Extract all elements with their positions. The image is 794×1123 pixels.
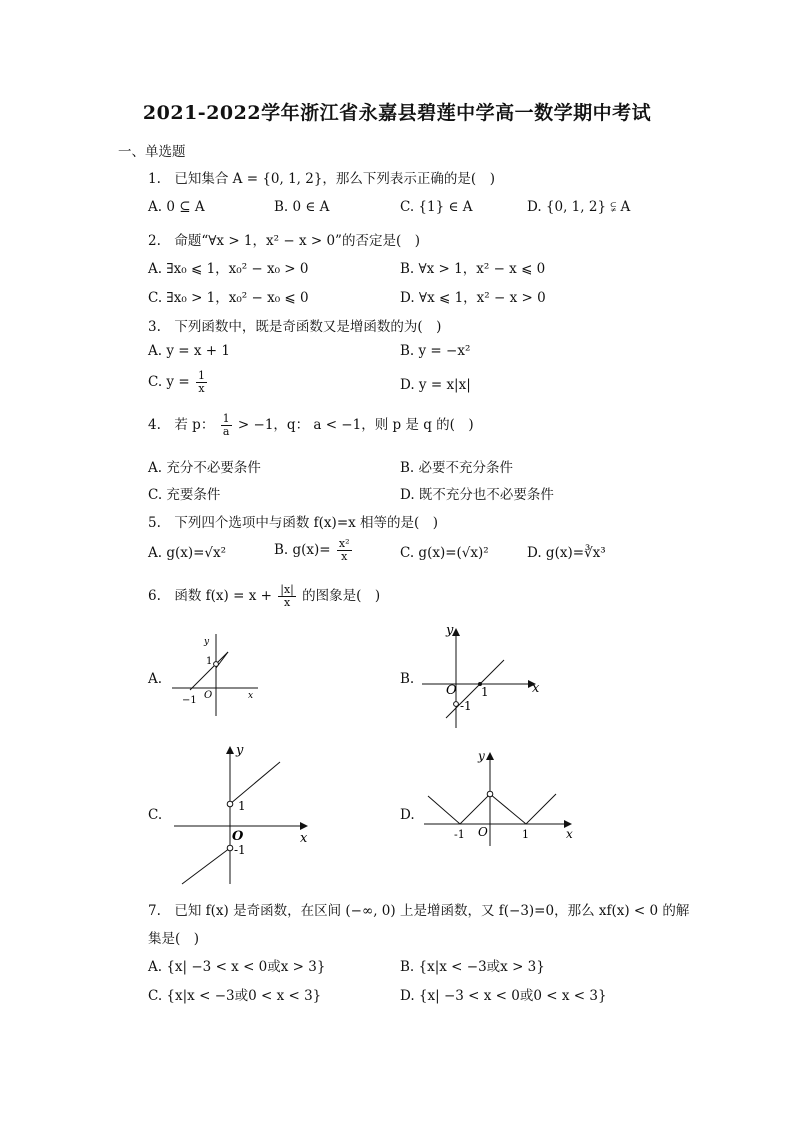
one-label: 1 [206,656,213,667]
q1-option-b: B. 0 ∈ A [274,199,330,215]
origin-label: O [232,829,244,844]
fraction-numerator: 1 [197,369,205,382]
x-arrow [300,822,308,830]
q2-option-a: A. ∃x₀ ⩽ 1，x₀² − x₀ > 0 [148,261,309,277]
q5-option-d: D. g(x)=∛x³ [527,545,606,561]
neg-one-label: -1 [234,843,246,857]
q6-stem-suffix: 的图象是( ) [302,588,381,604]
origin-label: O [204,690,213,701]
neg-one-label: -1 [454,828,465,841]
question-7-stem: 7. 已知 f(x) 是奇函数，在区间 (−∞, 0) 上是增函数，又 f(−3)=0，那么 xf(x) < 0 的解 [148,903,690,919]
y-label: y [236,743,244,758]
graph-line-left [182,848,230,884]
question-2-stem: 2. 命题“∀x > 1，x² − x > 0”的否定是( ) [148,233,420,249]
open-point [454,702,459,707]
graph-line [428,794,556,824]
q7-option-d: D. {x| −3 < x < 0或0 < x < 3} [400,988,607,1004]
q3-option-b: B. y = −x² [400,343,471,359]
open-point [214,662,219,667]
q4-option-b: B. 必要不充分条件 [400,460,514,476]
y-arrow [486,752,494,760]
fraction-denominator: x [341,550,348,563]
q6-fraction [278,584,296,609]
open-point [487,791,493,797]
neg-one-label: −1 [182,695,197,706]
origin-label: O [446,683,457,698]
q3-option-a: A. y = x + 1 [148,343,230,359]
q3-option-c-prefix: C. y = [148,374,190,390]
origin-label: O [478,825,488,839]
q5-option-b-fraction [337,538,352,563]
one-label: 1 [481,685,489,699]
question-6-stem [148,584,380,609]
q3-option-c-fraction [196,370,207,395]
question-4-stem [148,413,474,438]
section-heading: 一、单选题 [118,144,186,160]
q6-stem-prefix: 6. 函数 f(x) = x + [148,588,272,604]
q6-option-a-label: A. [148,671,163,687]
x-label: x [300,831,308,846]
q2-option-d: D. ∀x ⩽ 1，x² − x > 0 [400,290,546,306]
q7-option-b: B. {x|x < −3或x > 3} [400,959,545,975]
q5-option-b [274,538,354,563]
question-3-stem: 3. 下列函数中，既是奇函数又是增函数的为( ) [148,319,442,335]
q2-option-c: C. ∃x₀ > 1，x₀² − x₀ ⩽ 0 [148,290,309,306]
fraction-numerator: x² [338,537,350,550]
q5-option-c: C. g(x)=(√x)² [400,545,489,561]
fraction-denominator: x [283,596,291,609]
q4-fraction [221,413,232,438]
q4-stem-suffix: > −1，q： a < −1，则 p 是 q 的( ) [237,417,474,433]
q2-option-b: B. ∀x > 1，x² − x ⩽ 0 [400,261,546,277]
fraction-numerator: 1 [222,412,230,425]
page-title: 2021-2022学年浙江省永嘉县碧莲中学高一数学期中考试 [142,102,652,124]
x-label: x [248,691,254,701]
q6-option-c-label: C. [148,807,163,823]
x-label: x [566,827,573,841]
q1-option-a: A. 0 ⊆ A [148,199,205,215]
question-7-stem-line2: 集是( ) [148,931,200,947]
q4-option-c: C. 充要条件 [148,487,221,503]
q1-option-d: D. {0, 1, 2} ⫋ A [527,199,631,215]
q6-graph-d [420,748,576,848]
x-label: x [532,681,540,696]
q4-stem-prefix: 4. 若 p： [148,417,215,433]
y-label: y [204,637,210,647]
y-label: y [478,749,485,763]
one-label: 1 [238,799,246,813]
y-arrow [226,746,234,754]
q6-graph-a [168,628,268,718]
one-label: 1 [522,828,529,841]
y-label: y [446,623,454,638]
q7-option-c: C. {x|x < −3或0 < x < 3} [148,988,322,1004]
q6-graph-b [416,622,546,732]
fraction-denominator: x [198,382,205,395]
q4-option-a: A. 充分不必要条件 [148,460,261,476]
open-point [227,845,233,851]
q7-option-a: A. {x| −3 < x < 0或x > 3} [148,959,326,975]
q5-option-b-prefix: B. g(x)= [274,542,331,558]
question-1-stem: 1. 已知集合 A = {0, 1, 2}，那么下列表示正确的是( ) [148,171,495,187]
neg-one-label: -1 [460,699,472,713]
q1-option-c: C. {1} ∈ A [400,199,473,215]
q6-option-d-label: D. [400,807,415,823]
q4-option-d: D. 既不充分也不必要条件 [400,487,554,503]
open-point [227,801,233,807]
fraction-denominator: a [222,425,230,438]
q5-option-a: A. g(x)=√x² [148,545,227,561]
q6-option-b-label: B. [400,671,415,687]
q3-option-d: D. y = x|x| [400,377,471,393]
question-5-stem: 5. 下列四个选项中与函数 f(x)=x 相等的是( ) [148,515,439,531]
graph-line-right [230,762,280,804]
q3-option-c [148,370,209,395]
q6-graph-c [170,742,320,888]
fraction-numerator: |x| [280,583,294,596]
